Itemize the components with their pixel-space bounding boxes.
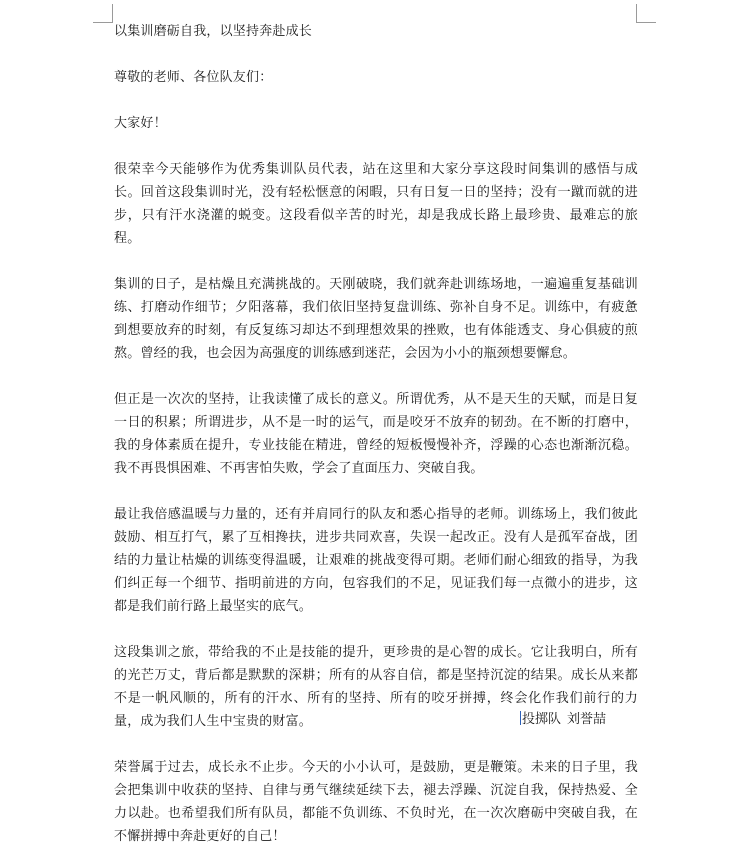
paragraph-6: 荣誉属于过去，成长永不止步。今天的小小认可，是鼓励，更是鞭策。未来的日子里，我会把集训中收获的坚持、自律与勇气继续延续下去，褪去浮躁、沉淀自我，保持热爱、全力以赴。也希望我们所有队员，都能不负训练、不负时光，在一次次磨砺中突破自我，在不懈拼搏中奔赴更好的自己！ xyxy=(114,760,638,844)
paragraph-5: 这段集训之旅，带给我的不止是技能的提升，更珍贵的是心智的成长。它让我明白，所有的光芒万丈，背后都是默默的深耕；所有的从容自信，都是坚持沉淀的结果。成长从来都不是一帆风顺的，所有的汗水、所有的坚持、所有的咬牙拼搏，终会化作我们前行的力量，成为我们人生中宝贵的财富。 xyxy=(114,645,638,729)
signature-team: 投掷队 xyxy=(522,712,562,727)
signature xyxy=(520,710,606,730)
text-cursor xyxy=(520,711,521,725)
document-title: 以集训磨砺自我，以坚持奔赴成长 xyxy=(114,24,313,39)
crop-mark-top-left xyxy=(93,22,113,23)
paragraph-1: 很荣幸今天能够作为优秀集训队员代表，站在这里和大家分享这段时间集训的感悟与成长。回首这段集训时光，没有轻松惬意的闲暇，只有日复一日的坚持；没有一蹴而就的进步，只有汗水浇灌的蜕变。这段看似辛苦的时光，却是我成长路上最珍贵、最难忘的旅程。 xyxy=(114,162,638,246)
salutation: 尊敬的老师、各位队友们： xyxy=(114,70,273,85)
signature-name: 刘誉喆 xyxy=(567,712,607,727)
crop-mark-top-left xyxy=(112,4,113,23)
paragraph-3: 但正是一次次的坚持，让我读懂了成长的意义。所谓优秀，从不是天生的天赋，而是日复一日的积累；所谓进步，从不是一时的运气，而是咬牙不放弃的韧劲。在不断的打磨中，我的身体素质在提升，专业技能在精进，曾经的短板慢慢补齐，浮躁的心态也渐渐沉稳。我不再畏惧困难、不再害怕失败，学会了直面压力、突破自我。 xyxy=(114,392,638,476)
paragraph-4: 最让我倍感温暖与力量的，还有并肩同行的队友和悉心指导的老师。训练场上，我们彼此鼓励、相互打气，累了互相搀扶，进步共同欢喜，失误一起改正。没有人是孤军奋战，团结的力量让枯燥的训练变得温暖，让艰难的挑战变得可期。老师们耐心细致的指导，为我们纠正每一个细节、指明前进的方向，包容我们的不足，见证我们每一点微小的进步，这都是我们前行路上最坚实的底气。 xyxy=(114,507,638,614)
crop-mark-top-right xyxy=(636,22,656,23)
greeting: 大家好！ xyxy=(114,116,167,131)
paragraph-2: 集训的日子，是枯燥且充满挑战的。天刚破晓，我们就奔赴训练场地，一遍遍重复基础训练、打磨动作细节；夕阳落幕，我们依旧坚持复盘训练、弥补自身不足。训练中，有疲惫到想要放弃的时刻，有反复练习却达不到理想效果的挫败，也有体能透支、身心俱疲的煎熬。曾经的我，也会因为高强度的训练感到迷茫，会因为小小的瓶颈想要懈怠。 xyxy=(114,277,638,361)
